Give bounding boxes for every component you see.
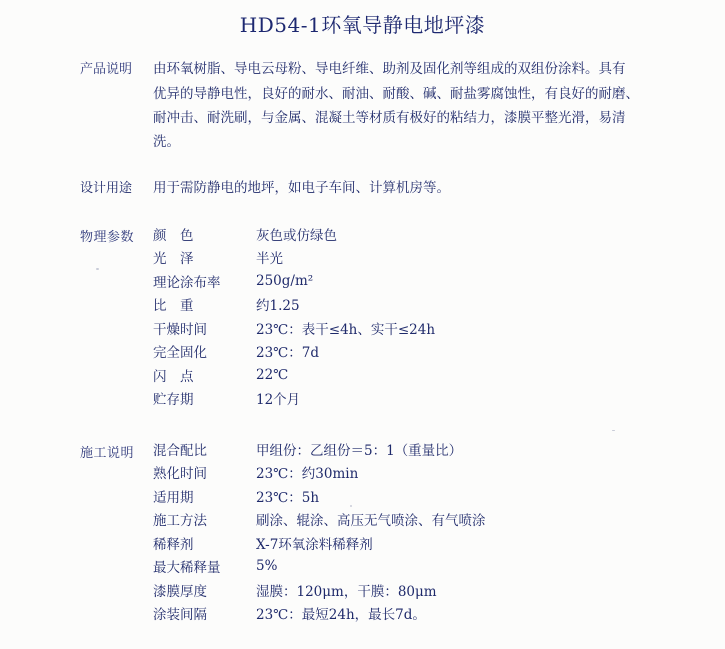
application-row	[153, 578, 633, 602]
physical-label: 物理参数	[80, 230, 135, 245]
physical-value: 12个月	[256, 392, 301, 409]
usage-label: 设计用途	[80, 181, 133, 196]
physical-key: 比 重	[153, 298, 194, 315]
application-row	[153, 602, 633, 626]
application-key: 熟化时间	[153, 466, 207, 483]
physical-row	[153, 269, 633, 293]
application-value: X-7环氧涂料稀释剂	[256, 536, 373, 553]
application-value: 23℃：最短24h，最长7d。	[256, 607, 426, 624]
physical-value: 22℃	[256, 366, 289, 383]
physical-row	[153, 293, 633, 317]
usage-text: 用于需防静电的地坪，如电子车间、计算机房等。	[153, 180, 450, 196]
document-title: HD54-1环氧导静电地坪漆	[239, 13, 486, 37]
physical-value: 23℃：表干≤4h、实干≤24h	[256, 321, 436, 338]
application-row	[153, 531, 633, 555]
physical-key: 完全固化	[153, 345, 207, 362]
application-row	[153, 508, 633, 532]
physical-key: 光 泽	[153, 251, 194, 268]
scan-speck	[350, 505, 352, 507]
product-description	[80, 57, 680, 154]
application-row	[153, 437, 633, 461]
application-label: 施工说明	[80, 446, 135, 461]
physical-key: 闪 点	[153, 368, 194, 385]
physical-value: 250g/m²	[256, 272, 314, 289]
product-label: 产品说明	[80, 62, 133, 77]
application-row	[153, 461, 633, 485]
application-value: 23℃：5h	[256, 489, 320, 506]
application-table	[153, 437, 633, 625]
application-key: 涂装间隔	[153, 607, 207, 624]
product-line-3: 耐冲击、耐洗刷，与金属、混凝土等材质有极好的粘结力，漆膜平整光滑，易清	[153, 110, 626, 126]
application-key: 漆膜厚度	[153, 583, 207, 600]
scan-speck	[96, 268, 99, 270]
physical-row	[153, 387, 633, 411]
application-value: 23℃：约30min	[256, 466, 359, 483]
product-line-4: 洗。	[153, 134, 180, 150]
application-key: 最大稀释量	[153, 560, 221, 577]
application-key: 施工方法	[153, 513, 207, 530]
product-line-2: 优异的导静电性，良好的耐水、耐油、耐酸、碱、耐盐雾腐蚀性，有良好的耐磨、	[153, 86, 639, 102]
physical-value: 半光	[256, 251, 283, 268]
usage-section	[80, 178, 450, 199]
product-line-1: 由环氧树脂、导电云母粉、导电纤维、助剂及固化剂等组成的双组份涂料。具有	[153, 61, 626, 77]
physical-value: 23℃：7d	[256, 345, 320, 362]
physical-key: 颜 色	[153, 227, 194, 244]
application-value: 5%	[256, 558, 278, 575]
physical-key: 干燥时间	[153, 321, 207, 338]
physical-row	[153, 316, 633, 340]
application-row	[153, 555, 633, 579]
physical-key: 贮存期	[153, 392, 194, 409]
physical-row	[153, 222, 633, 246]
application-key: 稀释剂	[153, 536, 194, 553]
application-value: 湿膜：120μm，干膜：80μm	[256, 583, 437, 600]
application-key: 混合配比	[153, 442, 207, 459]
application-value: 甲组份：乙组份＝5：1（重量比）	[256, 442, 463, 459]
physical-row	[153, 246, 633, 270]
physical-table	[153, 222, 633, 410]
physical-key: 理论涂布率	[153, 274, 221, 291]
physical-row	[153, 340, 633, 364]
physical-value: 约1.25	[256, 298, 300, 315]
scan-speck	[612, 430, 615, 431]
application-row	[153, 484, 633, 508]
application-key: 适用期	[153, 489, 194, 506]
application-value: 刷涂、辊涂、高压无气喷涂、有气喷涂	[256, 513, 486, 530]
physical-value: 灰色或仿绿色	[256, 227, 337, 244]
physical-row	[153, 363, 633, 387]
